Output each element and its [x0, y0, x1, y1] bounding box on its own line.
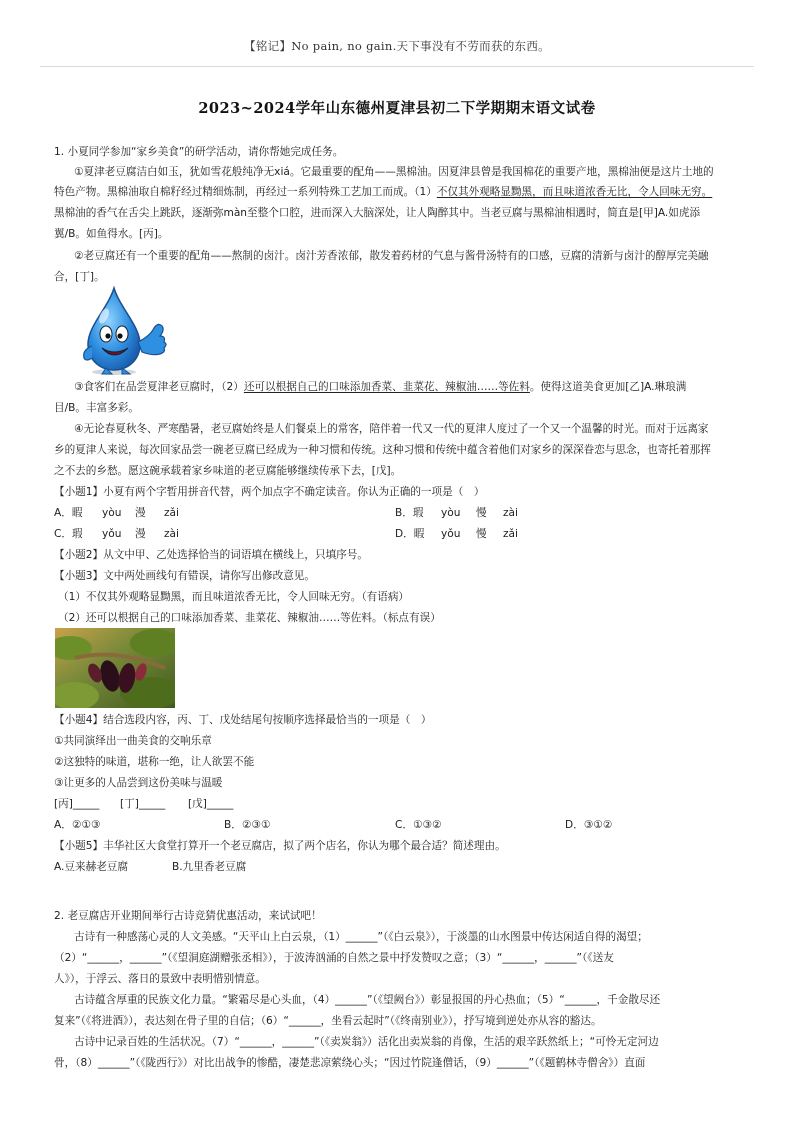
q2-line1: 古诗有一种感荡心灵的人文美感。“天平山上白云泉，（1）______”（《白云泉》），于淡墨的山水图景中传达闲适自得的渴望；: [74, 931, 648, 943]
subq4-blank-wu[interactable]: [戊]_____: [188, 798, 234, 810]
subq3-item-1: （1）不仅其外观略显黝黑，而且味道浓香无比，令人回味无穷。（有语病）: [58, 591, 410, 603]
subq4-blank-ding[interactable]: [丁]_____: [120, 798, 166, 810]
q1-para4-line3: 之不去的乡愁。愿这碗承载着家乡味道的老豆腐能够继续传承下去，[戊]。: [54, 465, 402, 477]
subq4-prompt: 【小题4】结合选段内容，丙、丁、戊处结尾句按顺序选择最恰当的一项是（ ）: [54, 714, 432, 726]
q1-prompt: 1. 小夏同学参加“家乡美食”的研学活动，请你帮她完成任务。: [54, 146, 344, 158]
motto-header: 【铭记】No pain, no gain.天下事没有不劳而获的东西。: [244, 39, 550, 53]
subq4-option-c[interactable]: C．①③②: [395, 819, 442, 831]
q1-para3-line2: 目/B。丰富多彩。: [54, 402, 139, 414]
q1-para4-line2: 乡的夏津人来说，每次回家品尝一碗老豆腐已经成为一种习惯和传统。这种习惯和传统中蕴含着他们对家乡的深深眷恋与思念，也寄托着那挥: [54, 444, 711, 456]
q2-line7: 骨，（8）______”（《陇西行》）对比出战争的惨酷，凄楚悲凉萦绕心头；“因过竹院逢僧话，（9）______”（《题鹤林寺僧舍》）直面: [54, 1057, 646, 1069]
subq4-option-a[interactable]: A．②①③: [54, 819, 101, 831]
option-char: 漫: [135, 528, 146, 540]
subq4-item-2: ②这独特的味道，堪称一绝，让人欲罢不能: [54, 756, 255, 768]
q2-line2: （2）“______，______”（《望洞庭湖赠张丞相》），于波涛汹涌的自然之景中抒发赞叹之意；（3）“______，______”（《送友: [54, 952, 614, 964]
underlined-sentence-2: 还可以根据自己的口味添加香菜、韭菜花、辣椒油……等佐料: [243, 381, 530, 393]
q1-para3-line1-pre: ③食客们在品尝夏津老豆腐时，（2）: [74, 381, 244, 393]
option-letter: D．暇: [395, 528, 425, 540]
q1-para1-line2-text: 特色产物。黑棉油取自棉籽经过精细炼制，再经过一系列特殊工艺加工而成。（1）: [54, 186, 437, 198]
q2-line3: 人》），于浮云、落日的景致中表明惜别情意。: [54, 973, 266, 985]
subq4-item-1: ①共同演绎出一曲美食的交响乐章: [54, 735, 212, 747]
q2-line5: 复来”（《将进酒》），表达刻在骨子里的自信；（6）“______，坐看云起时”（《终南别业》），抒写境到逆处亦从容的豁达。: [54, 1015, 602, 1027]
q1-para1-line1: ①夏津老豆腐洁白如玉，犹如雪花般纯净无xiá。它最重要的配角——黑棉油。因夏津县曾是我国棉花的重要产地，黑棉油便是这片土地的: [74, 166, 714, 178]
option-pinyin-2: zǎi: [164, 507, 179, 519]
q1-para2-line1: ②老豆腐还有一个重要的配角——熬制的卤汁。卤汁芳香浓郁，散发着药材的气息与酱骨汤特有的口感，豆腐的清新与卤汁的醇厚完美融: [74, 250, 709, 262]
option-pinyin-2: zài: [503, 507, 518, 519]
subq1-prompt: 【小题1】小夏有两个字暂用拼音代替，两个加点字不确定读音。你认为正确的一项是（ ）: [54, 486, 485, 498]
option-letter: B．瑕: [395, 507, 424, 519]
option-char: 慢: [476, 507, 487, 519]
q1-para1-line2: [54, 184, 712, 200]
page-title: 2023~2024学年山东德州夏津县初二下学期期末语文试卷: [198, 100, 596, 117]
q2-line6: 古诗中记录百姓的生活状况。（7）“______，______”（《卖炭翁》）活化出卖炭翁的肖像，生活的艰辛跃然纸上；“可怜无定河边: [74, 1036, 659, 1048]
option-letter: C．瑕: [54, 528, 83, 540]
subq3-item-2: （2）还可以根据自己的口味添加香菜、韭菜花、辣椒油……等佐料。（标点有误）: [58, 612, 441, 624]
subq4-blank-bing[interactable]: [丙]_____: [54, 798, 100, 810]
option-letter: A．暇: [54, 507, 83, 519]
q1-para3-line1-post: 。使得这道美食更加[乙]A.琳琅满: [529, 381, 687, 393]
subq4-option-b[interactable]: B．②③①: [224, 819, 271, 831]
q1-para1-line3: 黑棉油的香气在舌尖上跳跃，逐渐弥màn至整个口腔，进而深入大脑深处，让人陶醉其中。当老豆腐与黑棉油相遇时，简直是[甲]A.如虎添: [54, 207, 701, 219]
option-char: 慢: [476, 528, 487, 540]
mulberry-photo-image: [55, 628, 175, 708]
option-pinyin-1: yòu: [441, 507, 461, 519]
subq5-option-a[interactable]: A.豆来赫老豆腐: [54, 861, 128, 873]
option-pinyin-2: zài: [164, 528, 179, 540]
option-pinyin-2: zǎi: [503, 528, 518, 540]
q2-line4: 古诗蕴含厚重的民族文化力量。“繁霜尽是心头血，（4）______”（《望阙台》）彰显报国的丹心热血；（5）“______，千金散尽还: [74, 994, 661, 1006]
option-pinyin-1: yǒu: [102, 528, 122, 540]
subq5-option-b[interactable]: B.九里香老豆腐: [172, 861, 247, 873]
subq3-prompt: 【小题3】文中两处画线句有错误，请你写出修改意见。: [54, 570, 315, 582]
subq4-option-d[interactable]: D．③①②: [565, 819, 613, 831]
q1-para2-line2: 合，[丁]。: [54, 271, 105, 283]
option-pinyin-1: yòu: [102, 507, 122, 519]
option-char: 漫: [135, 507, 146, 519]
header-divider: [40, 66, 754, 67]
subq5-prompt: 【小题5】丰华社区大食堂打算开一个老豆腐店，拟了两个店名，你认为哪个最合适？简述理由。: [54, 840, 506, 852]
option-pinyin-1: yǒu: [441, 528, 461, 540]
subq4-item-3: ③让更多的人品尝到这份美味与温暖: [54, 777, 223, 789]
q1-para1-line4: 翼/B。如鱼得水。[丙]。: [54, 228, 169, 240]
subq2-prompt: 【小题2】从文中甲、乙处选择恰当的词语填在横线上，只填序号。: [54, 549, 368, 561]
q1-para3-line1: [74, 379, 686, 395]
water-drop-mascot-icon: [72, 286, 172, 376]
underlined-sentence-1: 不仅其外观略显黝黑，而且味道浓香无比，令人回味无穷。: [436, 186, 713, 198]
q2-prompt: 2. 老豆腐店开业期间举行古诗竞猜优惠活动，来试试吧！: [54, 910, 322, 922]
q1-para4-line1: ④无论春夏秋冬、严寒酷暑，老豆腐始终是人们餐桌上的常客，陪伴着一代又一代的夏津人度过了一个又一个温馨的时光。而对于远离家: [74, 423, 709, 435]
